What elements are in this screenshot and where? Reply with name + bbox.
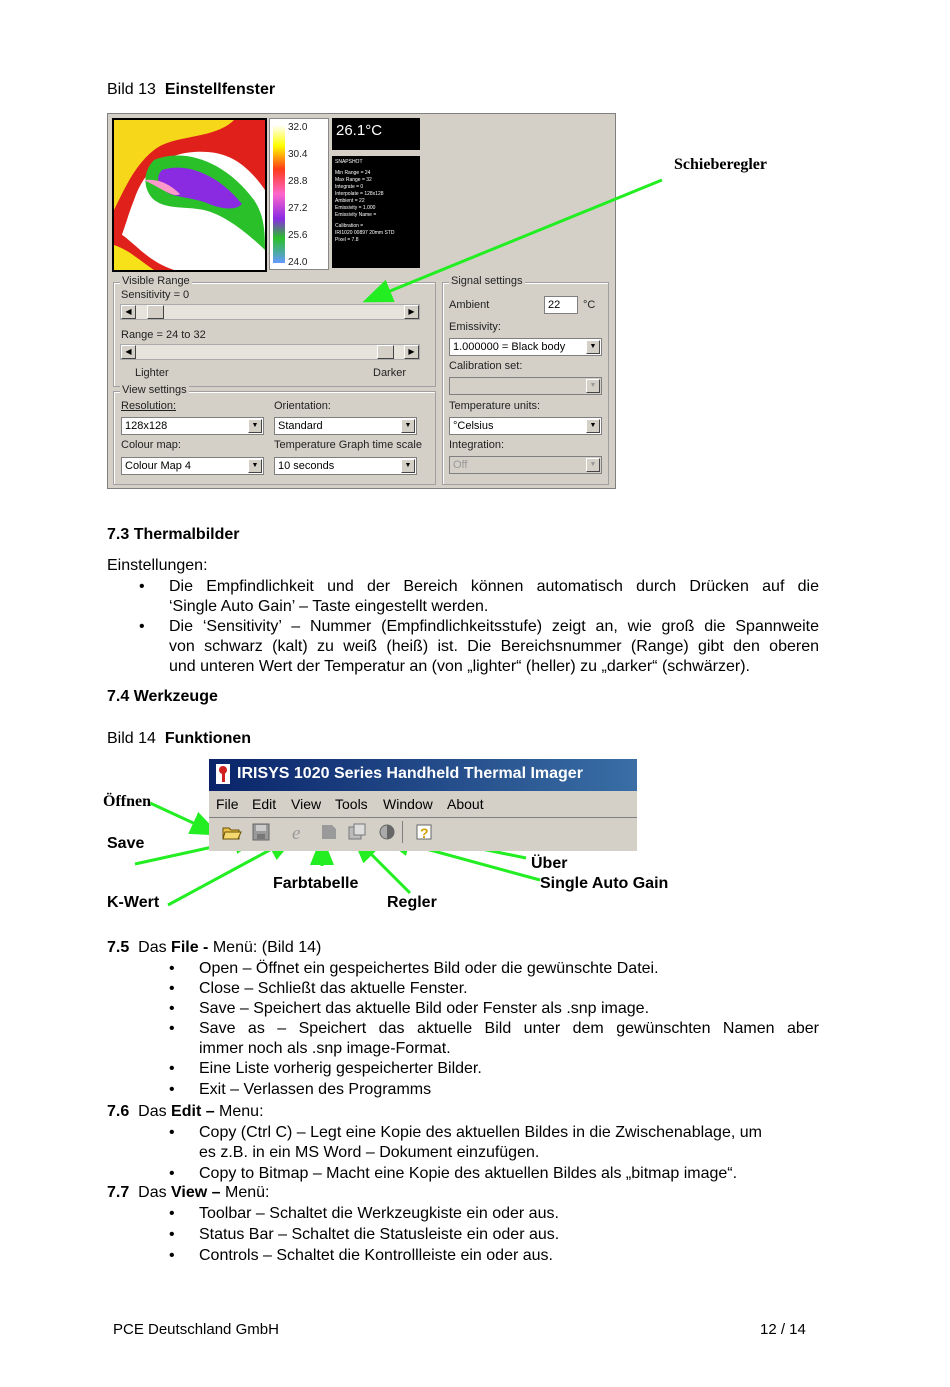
emissivity-value: 1.000000 = Black body: [453, 341, 566, 353]
figure-14-number: Bild 14: [107, 730, 156, 747]
chevron-down-icon[interactable]: ▼: [586, 458, 600, 472]
list-item: • Status Bar – Schaltet die Statusleiste ein oder aus.: [199, 1225, 819, 1245]
menu-view[interactable]: View: [291, 796, 322, 812]
list-item-text: Die ‘Sensitivity’ – Nummer (Empfindlichkeitsstufe) zeigt an, wie groß die Spannweite: [169, 618, 819, 635]
footer-page-number: 12 / 14: [760, 1321, 806, 1338]
section-7-6-list: [199, 1123, 819, 1184]
list-item: • Controls – Schaltet die Kontrollleiste ein oder aus.: [199, 1246, 819, 1266]
list-item: • Open – Öffnet ein gespeichertes Bild oder die gewünschte Datei.: [199, 959, 819, 979]
lighter-label: Lighter: [135, 367, 169, 379]
list-item: • Close – Schließt das aktuelle Fenster.: [199, 979, 819, 999]
list-item-text: Die Empfindlichkeit und der Bereich können automatisch durch Drücken auf die: [169, 578, 819, 595]
callout-regler: Regler: [387, 894, 437, 911]
visible-range-title: Visible Range: [122, 275, 190, 287]
menu-file[interactable]: File: [216, 796, 239, 812]
chevron-down-icon[interactable]: ▼: [586, 419, 600, 433]
heading-bold: Edit –: [171, 1103, 215, 1120]
list-item: • Copy to Bitmap – Macht eine Kopie des aktuellen Bildes als „bitmap image“.: [199, 1164, 819, 1184]
list-item: • Eine Liste vorherig gespeicherter Bilder.: [199, 1059, 819, 1079]
scale-label: 30.4: [288, 149, 308, 160]
figure-14-caption: [107, 729, 251, 749]
snapshot-line: Pixel = 7.8: [335, 237, 359, 243]
scale-label: 25.6: [288, 230, 308, 241]
callout-kwert: K-Wert: [107, 894, 160, 911]
section-7-3-intro: Einstellungen:: [107, 557, 208, 574]
section-7-4-heading: 7.4 Werkzeuge: [107, 688, 218, 705]
snapshot-line: SNAPSHOT: [335, 159, 363, 165]
graph-time-scale-value: 10 seconds: [278, 460, 335, 472]
temperature-units-value: °Celsius: [453, 420, 494, 432]
colour-map-label: Colour map:: [121, 439, 181, 451]
footer-company: PCE Deutschland GmbH: [113, 1321, 279, 1338]
scroll-right-icon[interactable]: ▶: [404, 305, 419, 319]
heading-text: Menü: (Bild 14): [208, 939, 322, 956]
callout-farbtabelle: Farbtabelle: [273, 875, 359, 892]
chevron-down-icon[interactable]: ▼: [586, 340, 600, 354]
callout-schieberegler: Schieberegler: [674, 156, 768, 173]
ambient-label: Ambient: [449, 299, 490, 311]
scroll-left-icon[interactable]: ◀: [121, 345, 136, 359]
integration-label: Integration:: [449, 439, 505, 451]
ambient-value: 22: [548, 299, 561, 311]
chevron-down-icon[interactable]: ▼: [586, 379, 600, 393]
list-item: • Exit – Verlassen des Programms: [199, 1080, 819, 1100]
scroll-left-icon[interactable]: ◀: [121, 305, 136, 319]
graph-time-scale-label: Temperature Graph time scale: [274, 439, 422, 451]
callout-single-auto-gain: Single Auto Gain: [540, 875, 669, 892]
list-item-text: und unteren Wert der Temperatur an (von „lighter“ (heller) zu „darker“ (schwärzer).: [169, 658, 750, 675]
section-number: 7.5: [107, 939, 130, 956]
scale-label: 32.0: [288, 122, 308, 133]
colour-table-icon[interactable]: [319, 822, 339, 842]
ambient-unit: °C: [583, 299, 596, 311]
app-title: IRISYS 1020 Series Handheld Thermal Imager: [237, 765, 583, 782]
app-icon: [216, 764, 230, 784]
chevron-down-icon[interactable]: ▼: [248, 419, 262, 433]
list-item: [169, 577, 819, 597]
chevron-down-icon[interactable]: ▼: [401, 419, 415, 433]
figure-13-number: Bild 13: [107, 81, 156, 98]
title-bar: [209, 759, 637, 791]
temperature-value: 26.1°C: [336, 122, 383, 139]
list-item-continuation: [169, 637, 819, 657]
callout-ueber: Über: [531, 855, 568, 872]
arrow-schieberegler: [368, 180, 662, 300]
snapshot-line: IRI1020 00897 20mm STD: [335, 230, 395, 236]
range-label: Range = 24 to 32: [121, 329, 206, 341]
snapshot-line: Min Range = 24: [335, 170, 371, 176]
list-item-continuation: immer noch als .snp image-Format.: [199, 1040, 451, 1057]
snapshot-line: Emissivity = 1.000: [335, 205, 376, 211]
callout-save: Save: [107, 835, 145, 852]
section-7-7-heading: [107, 1183, 269, 1203]
snapshot-line: Max Range = 32: [335, 177, 372, 183]
list-item-continuation: [169, 597, 819, 617]
list-item: • Copy (Ctrl C) – Legt eine Kopie des aktuellen Bildes in die Zwischenablage, um: [199, 1123, 819, 1143]
scale-label: 24.0: [288, 257, 308, 268]
open-folder-icon[interactable]: [222, 822, 242, 842]
menu-edit[interactable]: Edit: [252, 796, 277, 812]
orientation-value: Standard: [278, 420, 323, 432]
heading-text: Das: [138, 939, 172, 956]
list-item-text: ‘Single Auto Gain’ – Taste eingestellt werden.: [169, 598, 489, 615]
heading-text: Menü:: [220, 1184, 270, 1201]
colour-map-value: Colour Map 4: [125, 460, 192, 472]
svg-text:?: ?: [420, 825, 429, 841]
list-item-continuation: es z.B. in ein MS Word – Dokument einzufügen.: [199, 1144, 540, 1161]
section-7-3-list: [169, 577, 819, 677]
integration-value: Off: [453, 459, 468, 471]
list-item-continuation: [169, 657, 819, 677]
snapshot-line: Calibration =: [335, 223, 364, 229]
snapshot-line: Ambient = 22: [335, 198, 365, 204]
orientation-label: Orientation:: [274, 400, 331, 412]
sensitivity-label: Sensitivity = 0: [121, 289, 190, 301]
calibration-label: Calibration set:: [449, 360, 523, 372]
app-window-screenshot: [209, 759, 637, 851]
list-item: [169, 617, 819, 637]
resolution-value: 128x128: [125, 420, 168, 432]
list-item-text: von schwarz (kalt) zu weiß (heiß) ist. Die Bereichsnummer (Range) gibt den oberen: [169, 638, 819, 655]
snapshot-line: Integrate = 0: [335, 184, 364, 190]
emissivity-label: Emissivity:: [449, 321, 501, 333]
scroll-right-icon[interactable]: ▶: [404, 345, 419, 359]
arrow-open: [150, 803, 215, 833]
list-item: [199, 1019, 819, 1039]
list-item: • Toolbar – Schaltet die Werkzeugkiste ein oder aus.: [199, 1204, 819, 1224]
section-7-6-heading: [107, 1102, 264, 1122]
callout-open: Öffnen: [103, 793, 151, 810]
scale-label: 28.8: [288, 176, 308, 187]
figure-13-title: Einstellfenster: [164, 81, 276, 98]
figure-14-title: Funktionen: [164, 730, 252, 747]
heading-text: Menu:: [214, 1103, 264, 1120]
temperature-units-label: Temperature units:: [449, 400, 541, 412]
heading-bold: File -: [171, 939, 209, 956]
view-settings-title: View settings: [122, 384, 187, 396]
section-number: 7.6: [107, 1103, 130, 1120]
single-auto-gain-icon[interactable]: [377, 822, 397, 842]
section-7-5-heading: [107, 938, 321, 958]
scale-label: 27.2: [288, 203, 308, 214]
menu-about[interactable]: About: [447, 796, 484, 812]
list-item-text: Save as – Speichert das aktuelle Bild unter dem gewünschten Namen aber: [199, 1020, 819, 1037]
menu-tools[interactable]: Tools: [335, 796, 368, 812]
snapshot-line: Emissivity Name =: [335, 212, 377, 218]
resolution-label: Resolution:: [121, 400, 177, 412]
section-number: 7.7: [107, 1184, 130, 1201]
section-7-7-list: [199, 1204, 819, 1266]
list-item: • Save – Speichert das aktuelle Bild oder Fenster als .snp image.: [199, 999, 819, 1019]
section-7-5-list: [199, 959, 819, 1100]
controls-icon[interactable]: [347, 822, 367, 842]
heading-text: Das: [138, 1184, 172, 1201]
heading-bold: View –: [171, 1184, 221, 1201]
chevron-down-icon[interactable]: ▼: [401, 459, 415, 473]
about-help-icon[interactable]: [414, 822, 434, 842]
darker-label: Darker: [373, 367, 407, 379]
k-value-icon[interactable]: [289, 822, 309, 842]
section-7-3-heading: 7.3 Thermalbilder: [107, 526, 240, 543]
heading-text: Das: [138, 1103, 172, 1120]
signal-settings-title: Signal settings: [451, 275, 523, 287]
chevron-down-icon[interactable]: ▼: [248, 459, 262, 473]
menu-window[interactable]: Window: [383, 796, 433, 812]
save-disk-icon[interactable]: [251, 822, 271, 842]
snapshot-line: Interpolate = 128x128: [335, 191, 384, 197]
svg-text:e: e: [292, 823, 301, 842]
